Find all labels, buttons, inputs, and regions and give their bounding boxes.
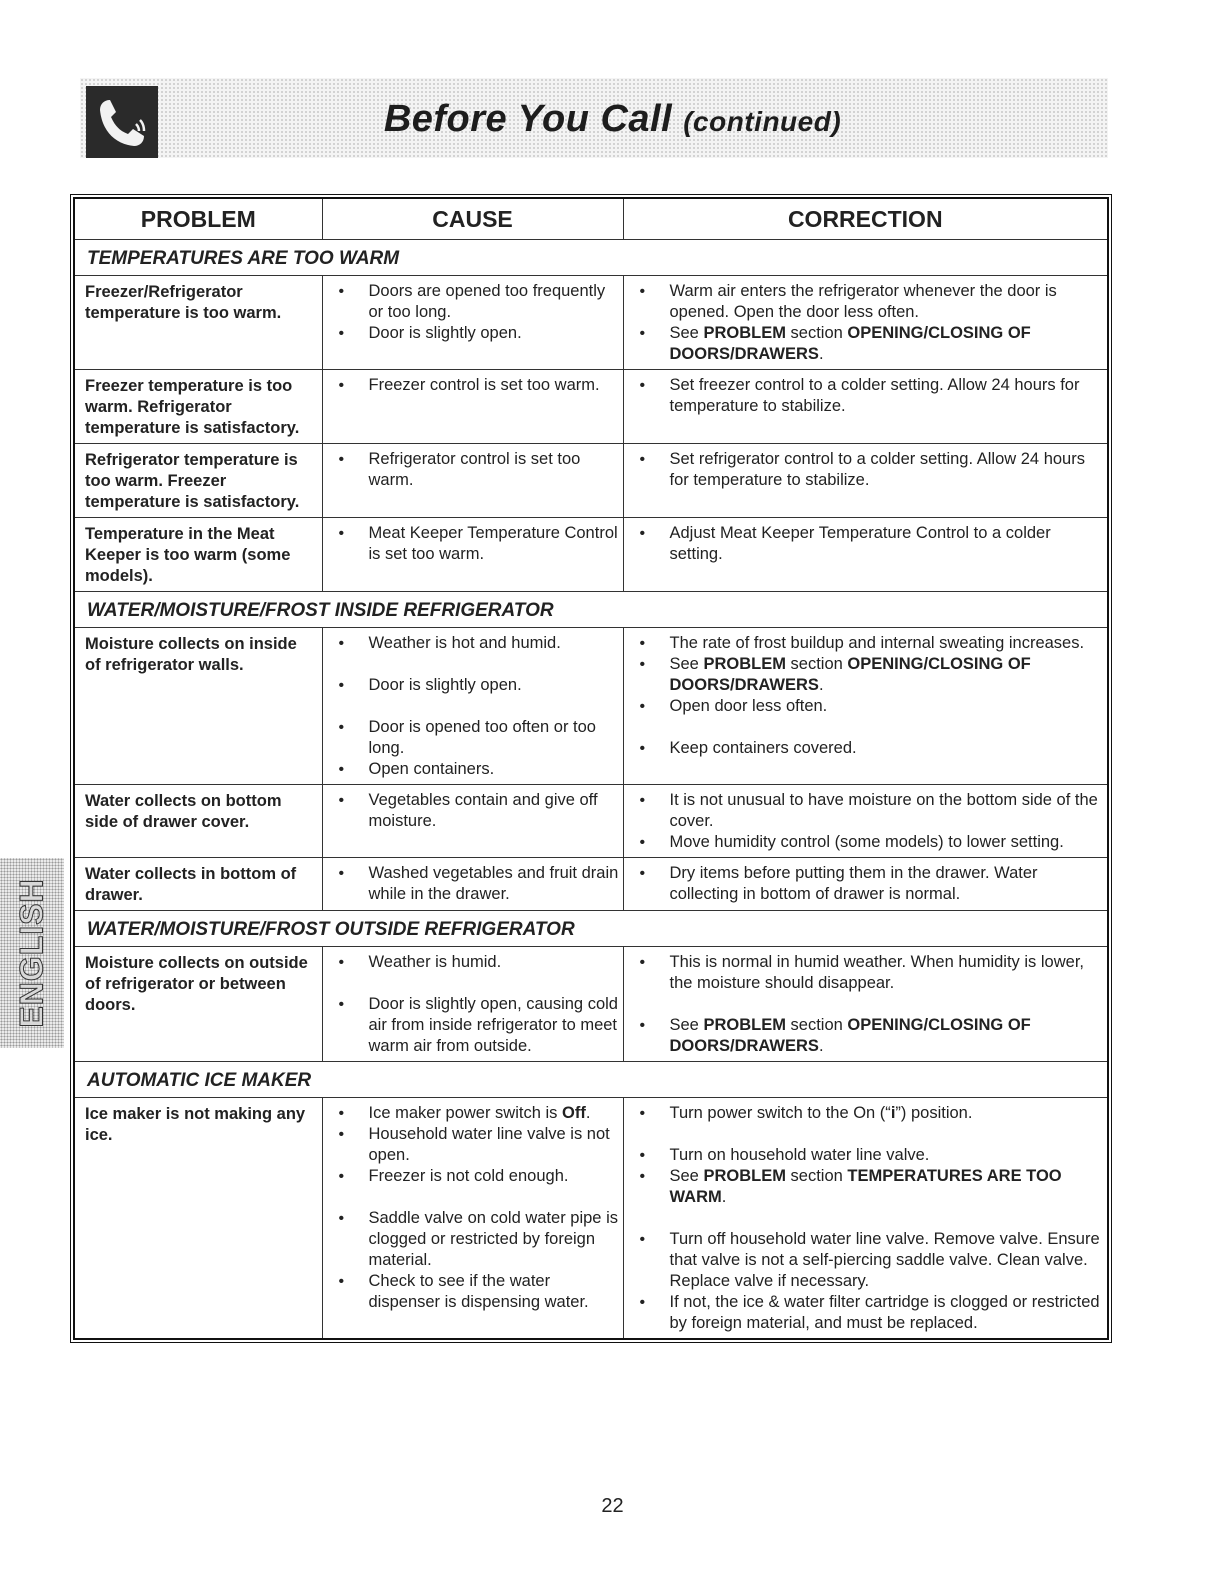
- correction-item: • The rate of frost buildup and internal sweating increases.: [634, 633, 1104, 654]
- correction-list: [634, 790, 1104, 853]
- correction-cell: [623, 628, 1108, 785]
- language-tab: [0, 858, 64, 1048]
- cause-cell: [322, 628, 623, 785]
- correction-list: [634, 952, 1104, 1057]
- table-row: [74, 947, 1108, 1062]
- cause-list: [333, 790, 619, 832]
- text-fragment: .: [721, 1188, 727, 1206]
- problem-cell: Moisture collects on inside of refrigerator walls.: [74, 628, 322, 785]
- table-row: [74, 518, 1108, 592]
- text-fragment: .: [818, 676, 824, 694]
- cause-item: • Meat Keeper Temperature Control is set too warm.: [333, 523, 619, 565]
- cause-list: [333, 1103, 619, 1313]
- section-title: WATER/MOISTURE/FROST OUTSIDE REFRIGERATOR: [74, 911, 1108, 947]
- table-row: [74, 1098, 1108, 1340]
- cause-item: • Vegetables contain and give off moisture.: [333, 790, 619, 832]
- cause-item: • Freezer control is set too warm.: [333, 375, 619, 396]
- problem-cell: Temperature in the Meat Keeper is too warm (some models).: [74, 518, 322, 592]
- cause-cell: [322, 444, 623, 518]
- cause-cell: [322, 858, 623, 911]
- correction-list: [634, 1103, 1104, 1334]
- correction-cell: [623, 444, 1108, 518]
- correction-list: [634, 523, 1104, 565]
- table-row: [74, 370, 1108, 444]
- cause-cell: [322, 518, 623, 592]
- cause-item: • Door is slightly open.: [333, 323, 619, 344]
- correction-list: [634, 449, 1104, 491]
- page-number: 22: [601, 1495, 624, 1517]
- cause-item: • Door is slightly open.: [333, 675, 619, 696]
- title-text: Before You Call: [383, 98, 673, 140]
- bold-term: OPENING/CLOSING OF DOORS/DRAWERS: [669, 1016, 1031, 1055]
- cause-item: • Weather is humid.: [333, 952, 619, 973]
- correction-item: • Dry items before putting them in the drawer. Water collecting in bottom of drawer is normal.: [634, 863, 1104, 905]
- correction-item: • Open door less often.: [634, 696, 1104, 717]
- cause-list: [333, 281, 619, 344]
- bold-term: TEMPERATURES ARE TOO WARM: [669, 1167, 1062, 1206]
- correction-cell: [623, 370, 1108, 444]
- text-fragment: .: [818, 345, 824, 363]
- cause-cell: [322, 1098, 623, 1340]
- correction-cell: [623, 276, 1108, 370]
- problem-cell: Refrigerator temperature is too warm. Freezer temperature is satisfactory.: [74, 444, 322, 518]
- header-problem: PROBLEM: [74, 198, 322, 240]
- correction-list: [634, 633, 1104, 759]
- cause-cell: [322, 947, 623, 1062]
- text-fragment: See: [669, 1167, 704, 1185]
- correction-list: [634, 863, 1104, 905]
- text-fragment: section: [785, 1016, 848, 1034]
- cause-item: • Household water line valve is not open.: [333, 1124, 619, 1166]
- table-row: [74, 444, 1108, 518]
- correction-item: • If not, the ice & water filter cartridge is clogged or restricted by foreign material, and must be replaced.: [634, 1292, 1104, 1334]
- correction-item: [634, 323, 1104, 365]
- correction-cell: [623, 518, 1108, 592]
- cause-item: • Open containers.: [333, 759, 619, 780]
- title-suffix: (continued): [683, 106, 842, 137]
- correction-item: [634, 1166, 1104, 1208]
- correction-item: • It is not unusual to have moisture on the bottom side of the cover.: [634, 790, 1104, 832]
- correction-item: • This is normal in humid weather. When humidity is lower, the moisture should disappear.: [634, 952, 1104, 994]
- problem-cell: Water collects in bottom of drawer.: [74, 858, 322, 911]
- correction-list: [634, 375, 1104, 417]
- cause-list: [333, 863, 619, 905]
- correction-item: • Turn on household water line valve.: [634, 1145, 1104, 1166]
- correction-cell: [623, 1098, 1108, 1340]
- correction-item: • Move humidity control (some models) to lower setting.: [634, 832, 1104, 853]
- correction-item: [634, 654, 1104, 696]
- cause-cell: [322, 276, 623, 370]
- text-fragment: ”) position.: [895, 1104, 973, 1122]
- table-row: [74, 785, 1108, 858]
- text-fragment: section: [785, 324, 848, 342]
- section-row: [74, 592, 1108, 628]
- bold-term: PROBLEM: [703, 324, 786, 342]
- section-row: [74, 240, 1108, 276]
- correction-item: • Set refrigerator control to a colder setting. Allow 24 hours for temperature to stabilize.: [634, 449, 1104, 491]
- correction-item: [634, 1103, 1104, 1124]
- cause-item: • Check to see if the water dispenser is dispensing water.: [333, 1271, 619, 1313]
- cause-item: [333, 1103, 619, 1124]
- problem-cell: Freezer/Refrigerator temperature is too warm.: [74, 276, 322, 370]
- correction-item: • Turn off household water line valve. Remove valve. Ensure that valve is not a self-piercing saddle valve. Clean valve. Replace valve if necessary.: [634, 1229, 1104, 1292]
- cause-list: [333, 375, 619, 396]
- section-title: TEMPERATURES ARE TOO WARM: [74, 240, 1108, 276]
- cause-item: • Weather is hot and humid.: [333, 633, 619, 654]
- bold-term: PROBLEM: [703, 655, 786, 673]
- problem-cell: Moisture collects on outside of refrigerator or between doors.: [74, 947, 322, 1062]
- section-row: [74, 911, 1108, 947]
- cause-item: • Refrigerator control is set too warm.: [333, 449, 619, 491]
- section-row: [74, 1062, 1108, 1098]
- correction-cell: [623, 785, 1108, 858]
- correction-item: • Set freezer control to a colder setting. Allow 24 hours for temperature to stabilize.: [634, 375, 1104, 417]
- problem-cell: Ice maker is not making any ice.: [74, 1098, 322, 1340]
- bold-term: i: [890, 1104, 896, 1122]
- text-fragment: See: [669, 655, 704, 673]
- problem-cell: Freezer temperature is too warm. Refrigerator temperature is satisfactory.: [74, 370, 322, 444]
- cause-item: • Washed vegetables and fruit drain while in the drawer.: [333, 863, 619, 905]
- problem-cell: Water collects on bottom side of drawer cover.: [74, 785, 322, 858]
- correction-item: • Warm air enters the refrigerator whenever the door is opened. Open the door less often.: [634, 281, 1104, 323]
- cause-item: • Freezer is not cold enough.: [333, 1166, 619, 1187]
- cause-item: • Door is slightly open, causing cold air from inside refrigerator to meet warm air from outside.: [333, 994, 619, 1057]
- page-title: [0, 98, 1225, 141]
- header-correction: CORRECTION: [623, 198, 1108, 240]
- cause-list: [333, 523, 619, 565]
- cause-list: [333, 952, 619, 1057]
- table-row: [74, 276, 1108, 370]
- cause-list: [333, 449, 619, 491]
- text-fragment: section: [785, 655, 848, 673]
- text-fragment: .: [818, 1037, 824, 1055]
- table-header-row: [74, 198, 1108, 240]
- correction-item: • Adjust Meat Keeper Temperature Control to a colder setting.: [634, 523, 1104, 565]
- bold-term: PROBLEM: [703, 1016, 786, 1034]
- cause-cell: [322, 370, 623, 444]
- header-cause: CAUSE: [322, 198, 623, 240]
- cause-cell: [322, 785, 623, 858]
- correction-cell: [623, 858, 1108, 911]
- correction-item: • Keep containers covered.: [634, 738, 1104, 759]
- troubleshooting-table: [73, 197, 1109, 1340]
- bold-term: OPENING/CLOSING OF DOORS/DRAWERS: [669, 324, 1031, 363]
- cause-list: [333, 633, 619, 780]
- cause-item: • Door is opened too often or too long.: [333, 717, 619, 759]
- correction-cell: [623, 947, 1108, 1062]
- bold-term: OPENING/CLOSING OF DOORS/DRAWERS: [669, 655, 1031, 694]
- correction-list: [634, 281, 1104, 365]
- correction-item: [634, 1015, 1104, 1057]
- section-title: AUTOMATIC ICE MAKER: [74, 1062, 1108, 1098]
- language-tab-label: ENGLISH: [13, 878, 50, 1028]
- bold-term: Off: [561, 1104, 586, 1122]
- bold-term: PROBLEM: [703, 1167, 786, 1185]
- cause-item: • Saddle valve on cold water pipe is clogged or restricted by foreign material.: [333, 1208, 619, 1271]
- text-fragment: See: [669, 1016, 704, 1034]
- text-fragment: .: [585, 1104, 591, 1122]
- text-fragment: section: [785, 1167, 848, 1185]
- table-row: [74, 858, 1108, 911]
- section-title: WATER/MOISTURE/FROST INSIDE REFRIGERATOR: [74, 592, 1108, 628]
- text-fragment: Ice maker power switch is: [368, 1104, 562, 1122]
- text-fragment: See: [669, 324, 704, 342]
- cause-item: • Doors are opened too frequently or too long.: [333, 281, 619, 323]
- table-row: [74, 628, 1108, 785]
- text-fragment: Turn power switch to the On (“: [669, 1104, 891, 1122]
